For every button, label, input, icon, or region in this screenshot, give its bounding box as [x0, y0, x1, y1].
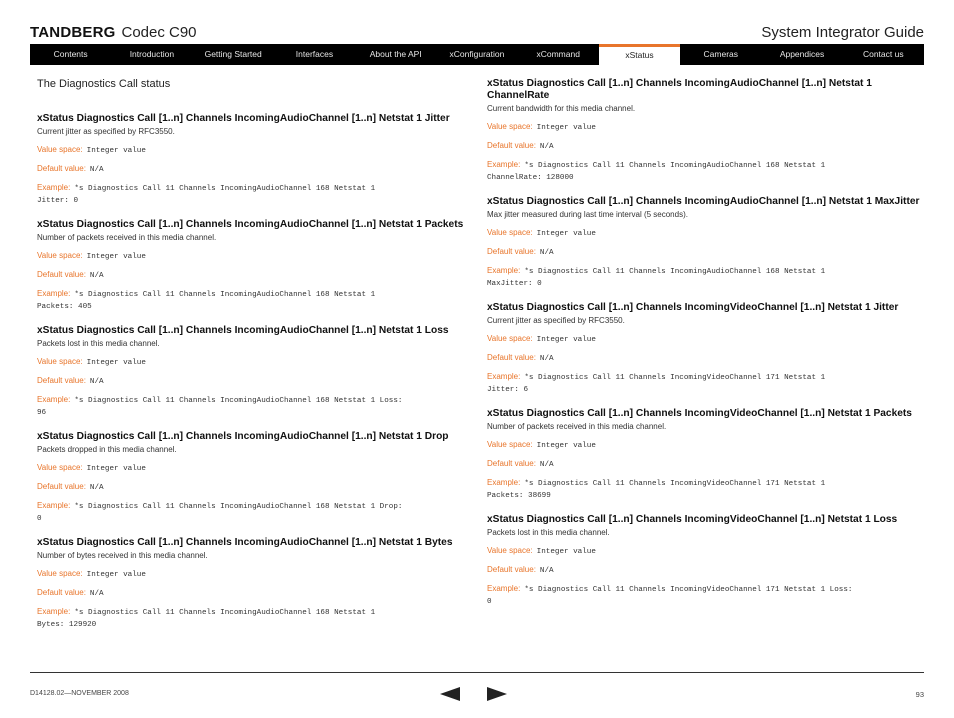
default-value-row [487, 353, 923, 364]
default-value-label: Default value: [487, 565, 536, 574]
default-value-row [37, 164, 473, 175]
entry-heading: xStatus Diagnostics Call [1..n] Channels IncomingAudioChannel [1..n] Netstat 1 MaxJitter [487, 196, 920, 207]
value-space-label: Value space: [37, 145, 83, 154]
default-value-row [37, 376, 473, 387]
example-line-1: *s Diagnostics Call 11 Channels IncomingAudioChannel 168 Netstat 1 Loss: [74, 397, 403, 405]
status-entry [487, 408, 923, 502]
value-space-row [37, 357, 473, 368]
example-line-2: Packets: 38699 [487, 492, 551, 500]
tab-appendices[interactable]: Appendices [779, 49, 825, 59]
entry-heading: xStatus Diagnostics Call [1..n] Channels IncomingVideoChannel [1..n] Netstat 1 Jitter [487, 302, 899, 313]
value-space-value: Integer value [536, 230, 596, 238]
default-value-label: Default value: [37, 588, 86, 597]
entry-description: Packets lost in this media channel. [37, 339, 160, 348]
entry-description: Packets dropped in this media channel. [37, 445, 177, 454]
example-row [487, 478, 923, 502]
value-space-label: Value space: [37, 251, 83, 260]
value-space-row [37, 251, 473, 262]
value-space-label: Value space: [487, 122, 533, 131]
example-label: Example: [487, 478, 521, 487]
default-value-value: N/A [539, 461, 554, 469]
product-name: Codec C90 [121, 24, 197, 41]
example-line-2: Jitter: 0 [37, 197, 79, 205]
entry-heading: xStatus Diagnostics Call [1..n] Channels IncomingAudioChannel [1..n] Netstat 1 Bytes [37, 537, 453, 548]
page-number: 93 [915, 690, 924, 699]
example-line-2: 0 [487, 598, 492, 606]
example-line-1: *s Diagnostics Call 11 Channels IncomingAudioChannel 168 Netstat 1 [524, 162, 826, 170]
entry-heading: xStatus Diagnostics Call [1..n] Channels IncomingAudioChannel [1..n] Netstat 1 Jitter [37, 113, 450, 124]
tab-xstatus[interactable]: xStatus [599, 44, 680, 65]
example-line-1: *s Diagnostics Call 11 Channels IncomingAudioChannel 168 Netstat 1 [74, 185, 376, 193]
entry-heading: xStatus Diagnostics Call [1..n] Channels IncomingAudioChannel [1..n] Netstat 1 Drop [37, 431, 449, 442]
default-value-value: N/A [89, 590, 104, 598]
previous-page-arrow-icon[interactable] [440, 687, 460, 701]
value-space-value: Integer value [536, 548, 596, 556]
tab-about-the-api[interactable]: About the API [369, 49, 422, 59]
value-space-row [487, 228, 923, 239]
status-entry [37, 537, 473, 631]
example-row [37, 289, 473, 313]
example-row [37, 607, 473, 631]
page-header [30, 24, 924, 44]
example-line-1: *s Diagnostics Call 11 Channels IncomingAudioChannel 168 Netstat 1 Drop: [74, 503, 403, 511]
example-row [37, 183, 473, 207]
tab-interfaces[interactable]: Interfaces [295, 49, 334, 59]
default-value-label: Default value: [487, 141, 536, 150]
example-label: Example: [37, 501, 71, 510]
default-value-row [37, 588, 473, 599]
default-value-row [487, 247, 923, 258]
status-entry [487, 78, 923, 184]
default-value-row [487, 459, 923, 470]
value-space-label: Value space: [487, 228, 533, 237]
example-label: Example: [37, 289, 71, 298]
top-nav [30, 44, 924, 65]
left-entries [37, 113, 473, 631]
default-value-row [487, 141, 923, 152]
example-row [487, 160, 923, 184]
tab-cameras[interactable]: Cameras [703, 49, 738, 59]
example-line-1: *s Diagnostics Call 11 Channels IncomingAudioChannel 168 Netstat 1 [74, 291, 376, 299]
default-value-value: N/A [89, 484, 104, 492]
default-value-value: N/A [539, 143, 554, 151]
value-space-value: Integer value [86, 253, 146, 261]
tab-contact-us[interactable]: Contact us [862, 49, 904, 59]
value-space-value: Integer value [86, 465, 146, 473]
example-label: Example: [37, 183, 71, 192]
value-space-row [37, 569, 473, 580]
example-line-1: *s Diagnostics Call 11 Channels IncomingAudioChannel 168 Netstat 1 [524, 268, 826, 276]
value-space-value: Integer value [86, 147, 146, 155]
entry-description: Number of packets received in this media channel. [487, 422, 667, 431]
example-line-2: 0 [37, 515, 42, 523]
example-row [37, 501, 473, 525]
status-entry [487, 302, 923, 396]
next-page-arrow-icon[interactable] [487, 687, 507, 701]
left-column [37, 78, 473, 643]
status-entry [487, 514, 923, 608]
value-space-value: Integer value [86, 359, 146, 367]
value-space-row [37, 463, 473, 474]
value-space-label: Value space: [487, 440, 533, 449]
example-line-1: *s Diagnostics Call 11 Channels IncomingAudioChannel 168 Netstat 1 [74, 609, 376, 617]
entry-heading: xStatus Diagnostics Call [1..n] Channels IncomingAudioChannel [1..n] Netstat 1 ChannelRate [487, 78, 872, 101]
status-entry [37, 325, 473, 419]
default-value-value: N/A [539, 355, 554, 363]
default-value-label: Default value: [37, 270, 86, 279]
status-entry [487, 196, 923, 290]
value-space-label: Value space: [487, 546, 533, 555]
default-value-label: Default value: [37, 376, 86, 385]
value-space-row [487, 440, 923, 451]
value-space-label: Value space: [37, 357, 83, 366]
entry-description: Number of bytes received in this media channel. [37, 551, 208, 560]
value-space-value: Integer value [536, 442, 596, 450]
default-value-value: N/A [89, 166, 104, 174]
default-value-label: Default value: [37, 164, 86, 173]
entry-description: Current bandwidth for this media channel. [487, 104, 636, 113]
status-entry [37, 113, 473, 207]
tab-xconfiguration[interactable]: xConfiguration [449, 49, 505, 59]
right-entries [487, 78, 923, 608]
status-entry [37, 431, 473, 525]
footer-divider [30, 672, 924, 673]
default-value-row [487, 565, 923, 576]
entry-description: Current jitter as specified by RFC3550. [37, 127, 175, 136]
value-space-row [487, 334, 923, 345]
entry-heading: xStatus Diagnostics Call [1..n] Channels IncomingAudioChannel [1..n] Netstat 1 Packets [37, 219, 464, 230]
entry-description: Number of packets received in this media channel. [37, 233, 217, 242]
value-space-label: Value space: [487, 334, 533, 343]
tab-getting-started[interactable]: Getting Started [204, 49, 262, 59]
default-value-value: N/A [539, 567, 554, 575]
default-value-value: N/A [89, 378, 104, 386]
value-space-row [487, 122, 923, 133]
tab-contents[interactable]: Contents [53, 49, 88, 59]
value-space-value: Integer value [536, 336, 596, 344]
tandberg-logo: TANDBERG [30, 24, 116, 41]
example-line-2: 96 [37, 409, 47, 417]
default-value-row [37, 482, 473, 493]
example-label: Example: [37, 607, 71, 616]
example-row [37, 395, 473, 419]
value-space-label: Value space: [37, 569, 83, 578]
value-space-row [37, 145, 473, 156]
example-line-2: Jitter: 6 [487, 386, 529, 394]
example-line-2: Packets: 405 [37, 303, 92, 311]
example-label: Example: [487, 372, 521, 381]
default-value-label: Default value: [487, 353, 536, 362]
default-value-label: Default value: [487, 247, 536, 256]
right-column [487, 78, 923, 620]
example-line-2: MaxJitter: 0 [487, 280, 542, 288]
example-row [487, 266, 923, 290]
entry-heading: xStatus Diagnostics Call [1..n] Channels IncomingAudioChannel [1..n] Netstat 1 Loss [37, 325, 449, 336]
value-space-label: Value space: [37, 463, 83, 472]
entry-heading: xStatus Diagnostics Call [1..n] Channels IncomingVideoChannel [1..n] Netstat 1 Loss [487, 514, 898, 525]
value-space-value: Integer value [86, 571, 146, 579]
value-space-value: Integer value [536, 124, 596, 132]
default-value-label: Default value: [37, 482, 86, 491]
entry-heading: xStatus Diagnostics Call [1..n] Channels IncomingVideoChannel [1..n] Netstat 1 Packets [487, 408, 912, 419]
example-label: Example: [487, 266, 521, 275]
entry-description: Current jitter as specified by RFC3550. [487, 316, 625, 325]
value-space-row [487, 546, 923, 557]
brand [30, 24, 197, 41]
tab-xcommand[interactable]: xCommand [536, 49, 580, 59]
example-line-1: *s Diagnostics Call 11 Channels IncomingVideoChannel 171 Netstat 1 Loss: [524, 586, 853, 594]
example-row [487, 584, 923, 608]
status-entry [37, 219, 473, 313]
example-label: Example: [487, 584, 521, 593]
example-label: Example: [487, 160, 521, 169]
tab-introduction[interactable]: Introduction [129, 49, 175, 59]
example-line-1: *s Diagnostics Call 11 Channels IncomingVideoChannel 171 Netstat 1 [524, 480, 826, 488]
example-row [487, 372, 923, 396]
example-line-2: ChannelRate: 128000 [487, 174, 574, 182]
default-value-row [37, 270, 473, 281]
guide-title: System Integrator Guide [761, 24, 924, 41]
document-id: D14128.02—NOVEMBER 2008 [30, 690, 129, 697]
example-label: Example: [37, 395, 71, 404]
example-line-1: *s Diagnostics Call 11 Channels IncomingVideoChannel 171 Netstat 1 [524, 374, 826, 382]
default-value-value: N/A [89, 272, 104, 280]
example-line-2: Bytes: 129920 [37, 621, 97, 629]
entry-description: Max jitter measured during last time interval (5 seconds). [487, 210, 688, 219]
section-title: The Diagnostics Call status [37, 78, 171, 90]
entry-description: Packets lost in this media channel. [487, 528, 610, 537]
default-value-label: Default value: [487, 459, 536, 468]
default-value-value: N/A [539, 249, 554, 257]
